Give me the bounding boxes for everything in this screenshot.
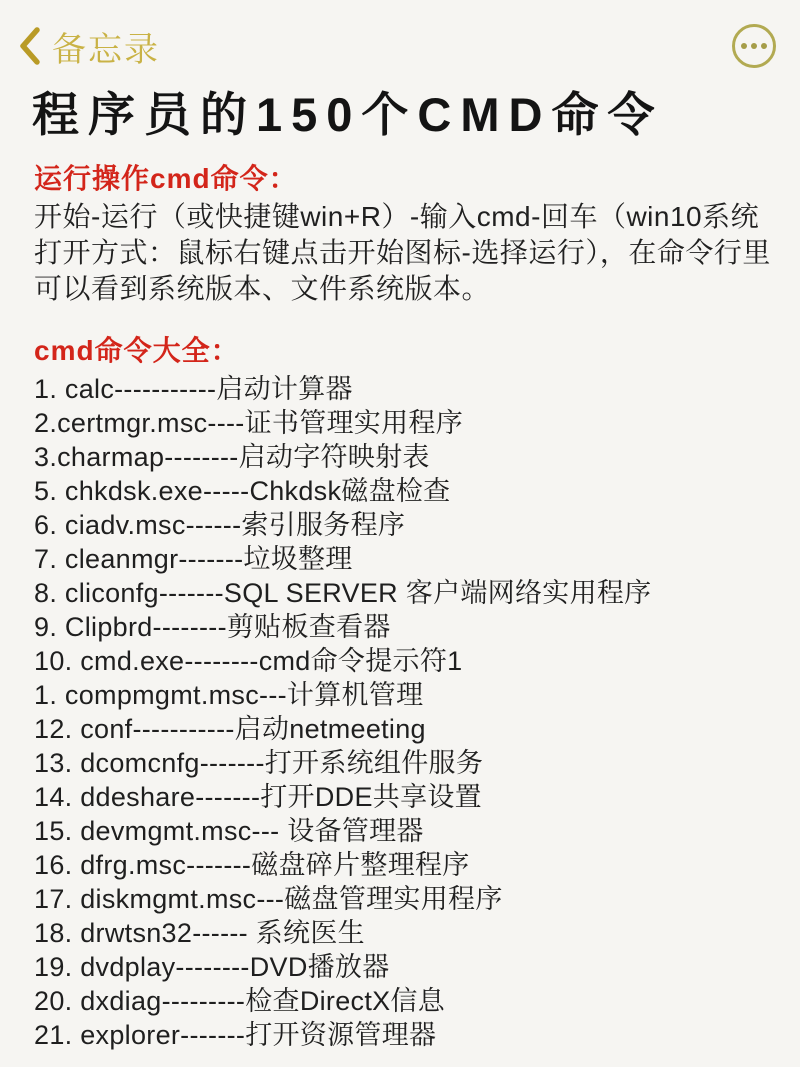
ellipsis-icon: [741, 43, 747, 49]
cmd-list-item: 16. dfrg.msc-------磁盘碎片整理程序: [34, 850, 470, 880]
cmd-list-item: 3.charmap--------启动字符映射表: [34, 442, 430, 472]
run-section: [0, 162, 800, 307]
more-options-button[interactable]: [732, 24, 776, 68]
cmd-list-item: 8. cliconfg-------SQL SERVER 客户端网络实用程序: [34, 578, 652, 608]
cmd-list-section: [0, 334, 800, 1052]
cmd-list-item: 18. drwtsn32------ 系统医生: [34, 918, 365, 948]
note-title: 程序员的150个CMD命令: [32, 88, 664, 141]
cmd-list-item: 15. devmgmt.msc--- 设备管理器: [34, 816, 424, 846]
cmd-list-item: 9. Clipbrd--------剪贴板查看器: [34, 612, 391, 642]
cmd-list-item: 12. conf-----------启动netmeeting: [34, 714, 426, 744]
cmd-list-item: 6. ciadv.msc------索引服务程序: [34, 510, 406, 540]
cmd-list-item: 7. cleanmgr-------垃圾整理: [34, 544, 353, 574]
ellipsis-icon: [761, 43, 767, 49]
nav-bar: [0, 0, 800, 72]
cmd-list: [34, 372, 780, 1052]
run-section-heading: 运行操作cmd命令：: [34, 163, 298, 194]
cmd-list-item: 20. dxdiag---------检查DirectX信息: [34, 986, 446, 1016]
cmd-list-item: 17. diskmgmt.msc---磁盘管理实用程序: [34, 884, 503, 914]
cmd-list-heading: cmd命令大全：: [34, 335, 240, 366]
run-instructions-text: 开始-运行（或快捷键win+R）-输入cmd-回车（win10系统打开方式：鼠标右键点击开始图标-选择运行），在命令行里可以看到系统版本、文件系统版本。: [34, 201, 771, 304]
back-button[interactable]: [18, 22, 160, 71]
cmd-list-item: 1. compmgmt.msc---计算机管理: [34, 680, 424, 710]
ellipsis-icon: [751, 43, 757, 49]
back-label: 备忘录: [52, 30, 160, 69]
cmd-list-item: 2.certmgr.msc----证书管理实用程序: [34, 408, 463, 438]
cmd-list-item: 1. calc-----------启动计算器: [34, 374, 353, 404]
cmd-list-item: 21. explorer-------打开资源管理器: [34, 1020, 437, 1050]
cmd-list-item: 10. cmd.exe--------cmd命令提示符1: [34, 646, 463, 676]
cmd-list-item: 19. dvdplay--------DVD播放器: [34, 952, 390, 982]
cmd-list-item: 14. ddeshare-------打开DDE共享设置: [34, 782, 482, 812]
chevron-left-icon: [18, 27, 40, 65]
cmd-list-item: 13. dcomcnfg-------打开系统组件服务: [34, 748, 484, 778]
cmd-list-item: 5. chkdsk.exe-----Chkdsk磁盘检查: [34, 476, 451, 506]
